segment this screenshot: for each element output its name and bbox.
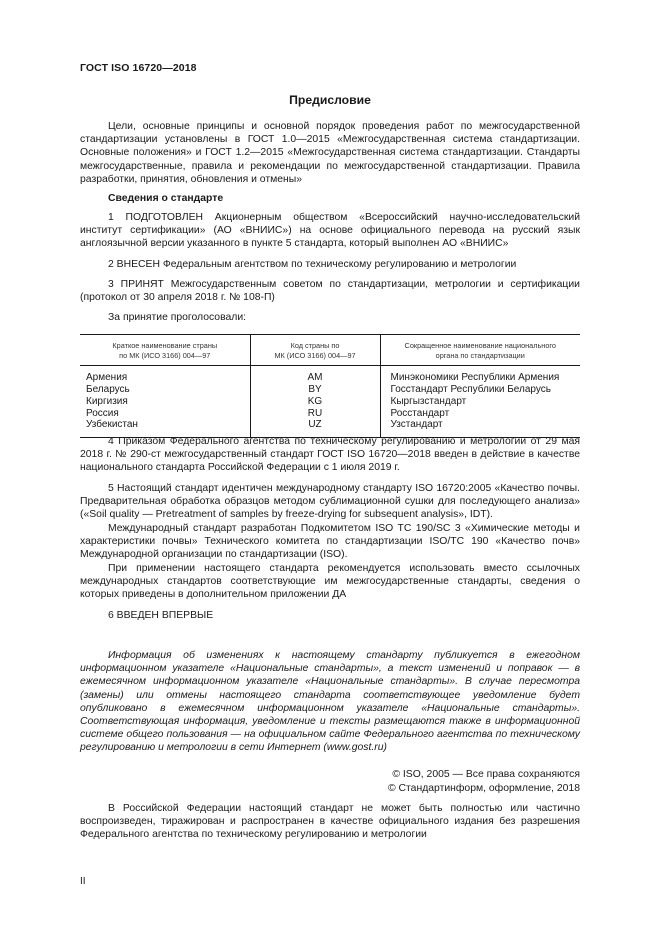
table-row [80, 396, 580, 408]
document-code-header: ГОСТ ISO 16720—2018 [80, 62, 197, 74]
info-heading: Сведения о стандарте [108, 193, 224, 204]
reproduction-notice: В Российской Федерации настоящий стандарт не может быть полностью или частично воспроизведен, тиражирован и распространен в качестве официального издания без разрешения Федерального агентства по техническому регулированию и метрологии [80, 803, 580, 841]
table-row [80, 366, 580, 384]
column-header-country: Краткое наименование страны по МК (ИСО 3166) 004—97 [80, 335, 250, 366]
column-header-body: Сокращенное наименование национального органа по стандартизации [380, 335, 580, 366]
copyright-iso: © ISO, 2005 — Все права сохраняются [392, 769, 580, 780]
body-cell: Росстандарт [380, 408, 580, 420]
change-notice: Информация об изменениях к настоящему стандарту публикуется в ежегодном информационном указателе «Национальные стандарты», а текст изменений и поправок — в ежемесячном информационном указателе «Национальные стандарты». В случае пересмотра (замены) или отмены настоящего стандарта соответствующее уведомление будет опубликовано в ежемесячном информационном указателе «Национальные стандарты». Соответствующая информация, уведомление и тексты размещаются также в информационной системе общего пользования — на официальном сайте Федерального агентства по техническому регулированию и метрологии в сети Интернет (www.gost.ru) [80, 650, 580, 754]
code-cell: AM [250, 366, 380, 384]
vote-label: За принятие проголосовали: [108, 312, 247, 323]
item-5-references: При применении настоящего стандарта рекомендуется использовать вместо ссылочных международных стандартов соответствующие им межгосударственные стандарты, сведения о которых приведены в дополнительном приложении ДА [80, 563, 580, 601]
table-row [80, 384, 580, 396]
code-cell: UZ [250, 419, 380, 437]
item-3-adopted: 3 ПРИНЯТ Межгосударственным советом по стандартизации, метрологии и сертификации (протокол от 30 апреля 2018 г. № 108-П) [80, 279, 580, 304]
body-cell: Госстандарт Республики Беларусь [380, 384, 580, 396]
page-title: Предисловие [289, 93, 371, 107]
copyright-standartinform: © Стандартинформ, оформление, 2018 [387, 783, 580, 794]
item-5-developer: Международный стандарт разработан Подкомитетом ISO TC 190/SC 3 «Химические методы и характеристики почвы» Технического комитета по стандартизации ISO/TC 190 «Качество почв» Международной организации по стандартизации (ISO). [80, 523, 580, 561]
country-cell: Узбекистан [80, 419, 250, 437]
item-2-introduced: 2 ВНЕСЕН Федеральным агентством по техническому регулированию и метрологии [108, 259, 517, 270]
body-cell: Кыргызстандарт [380, 396, 580, 408]
page-number: II [80, 876, 86, 887]
voting-countries-table [80, 334, 580, 438]
code-cell: BY [250, 384, 380, 396]
table-row [80, 408, 580, 420]
body-cell: Минэкономики Республики Армения [380, 366, 580, 384]
code-cell: RU [250, 408, 380, 420]
item-4-order: 4 Приказом Федерального агентства по техническому регулированию и метрологии от 29 мая 2018 г. № 290-ст межгосударственный стандарт ГОСТ ISO 16720—2018 введен в действие в качестве национального стандарта Российской Федерации с 1 июля 2019 г. [80, 436, 580, 474]
country-cell: Беларусь [86, 383, 130, 395]
item-6-first-introduced: 6 ВВЕДЕН ВПЕРВЫЕ [108, 610, 214, 621]
intro-paragraph: Цели, основные принципы и основной порядок проведения работ по межгосударственной стандартизации установлены в ГОСТ 1.0—2015 «Межгосударственная система стандартизации. Основные положения» и ГОСТ 1.2—2015 «Межгосударственная система стандартизации. Стандарты межгосударственные, правила и рекомендации по межгосударственной стандартизации. Правила разработки, принятия, обновления и отмены» [80, 121, 580, 185]
code-cell: KG [250, 396, 380, 408]
column-header-code: Код страны по МК (ИСО 3166) 004—97 [250, 335, 380, 366]
country-cell: Армения [86, 372, 128, 384]
item-1-prepared: 1 ПОДГОТОВЛЕН Акционерным обществом «Всероссийский научно-исследовательский институт сертификации» (АО «ВНИИС») на основе официального перевода на русский язык англоязычной версии указанного в пункте 5 стандарта, который выполнен АО «ВНИИС» [80, 212, 580, 250]
table-header-row [80, 335, 580, 366]
body-cell: Узстандарт [380, 419, 580, 437]
item-5-identical: 5 Настоящий стандарт идентичен международному стандарту ISO 16720:2005 «Качество почвы. Предварительная обработка образцов методом сублимационной сушки для последующего анализа» («Soil quality — Pretreatment of samples by freeze-drying for subsequent analysis», IDT). [80, 483, 580, 521]
country-cell: Киргизия [86, 395, 128, 407]
country-cell: Россия [86, 407, 119, 419]
